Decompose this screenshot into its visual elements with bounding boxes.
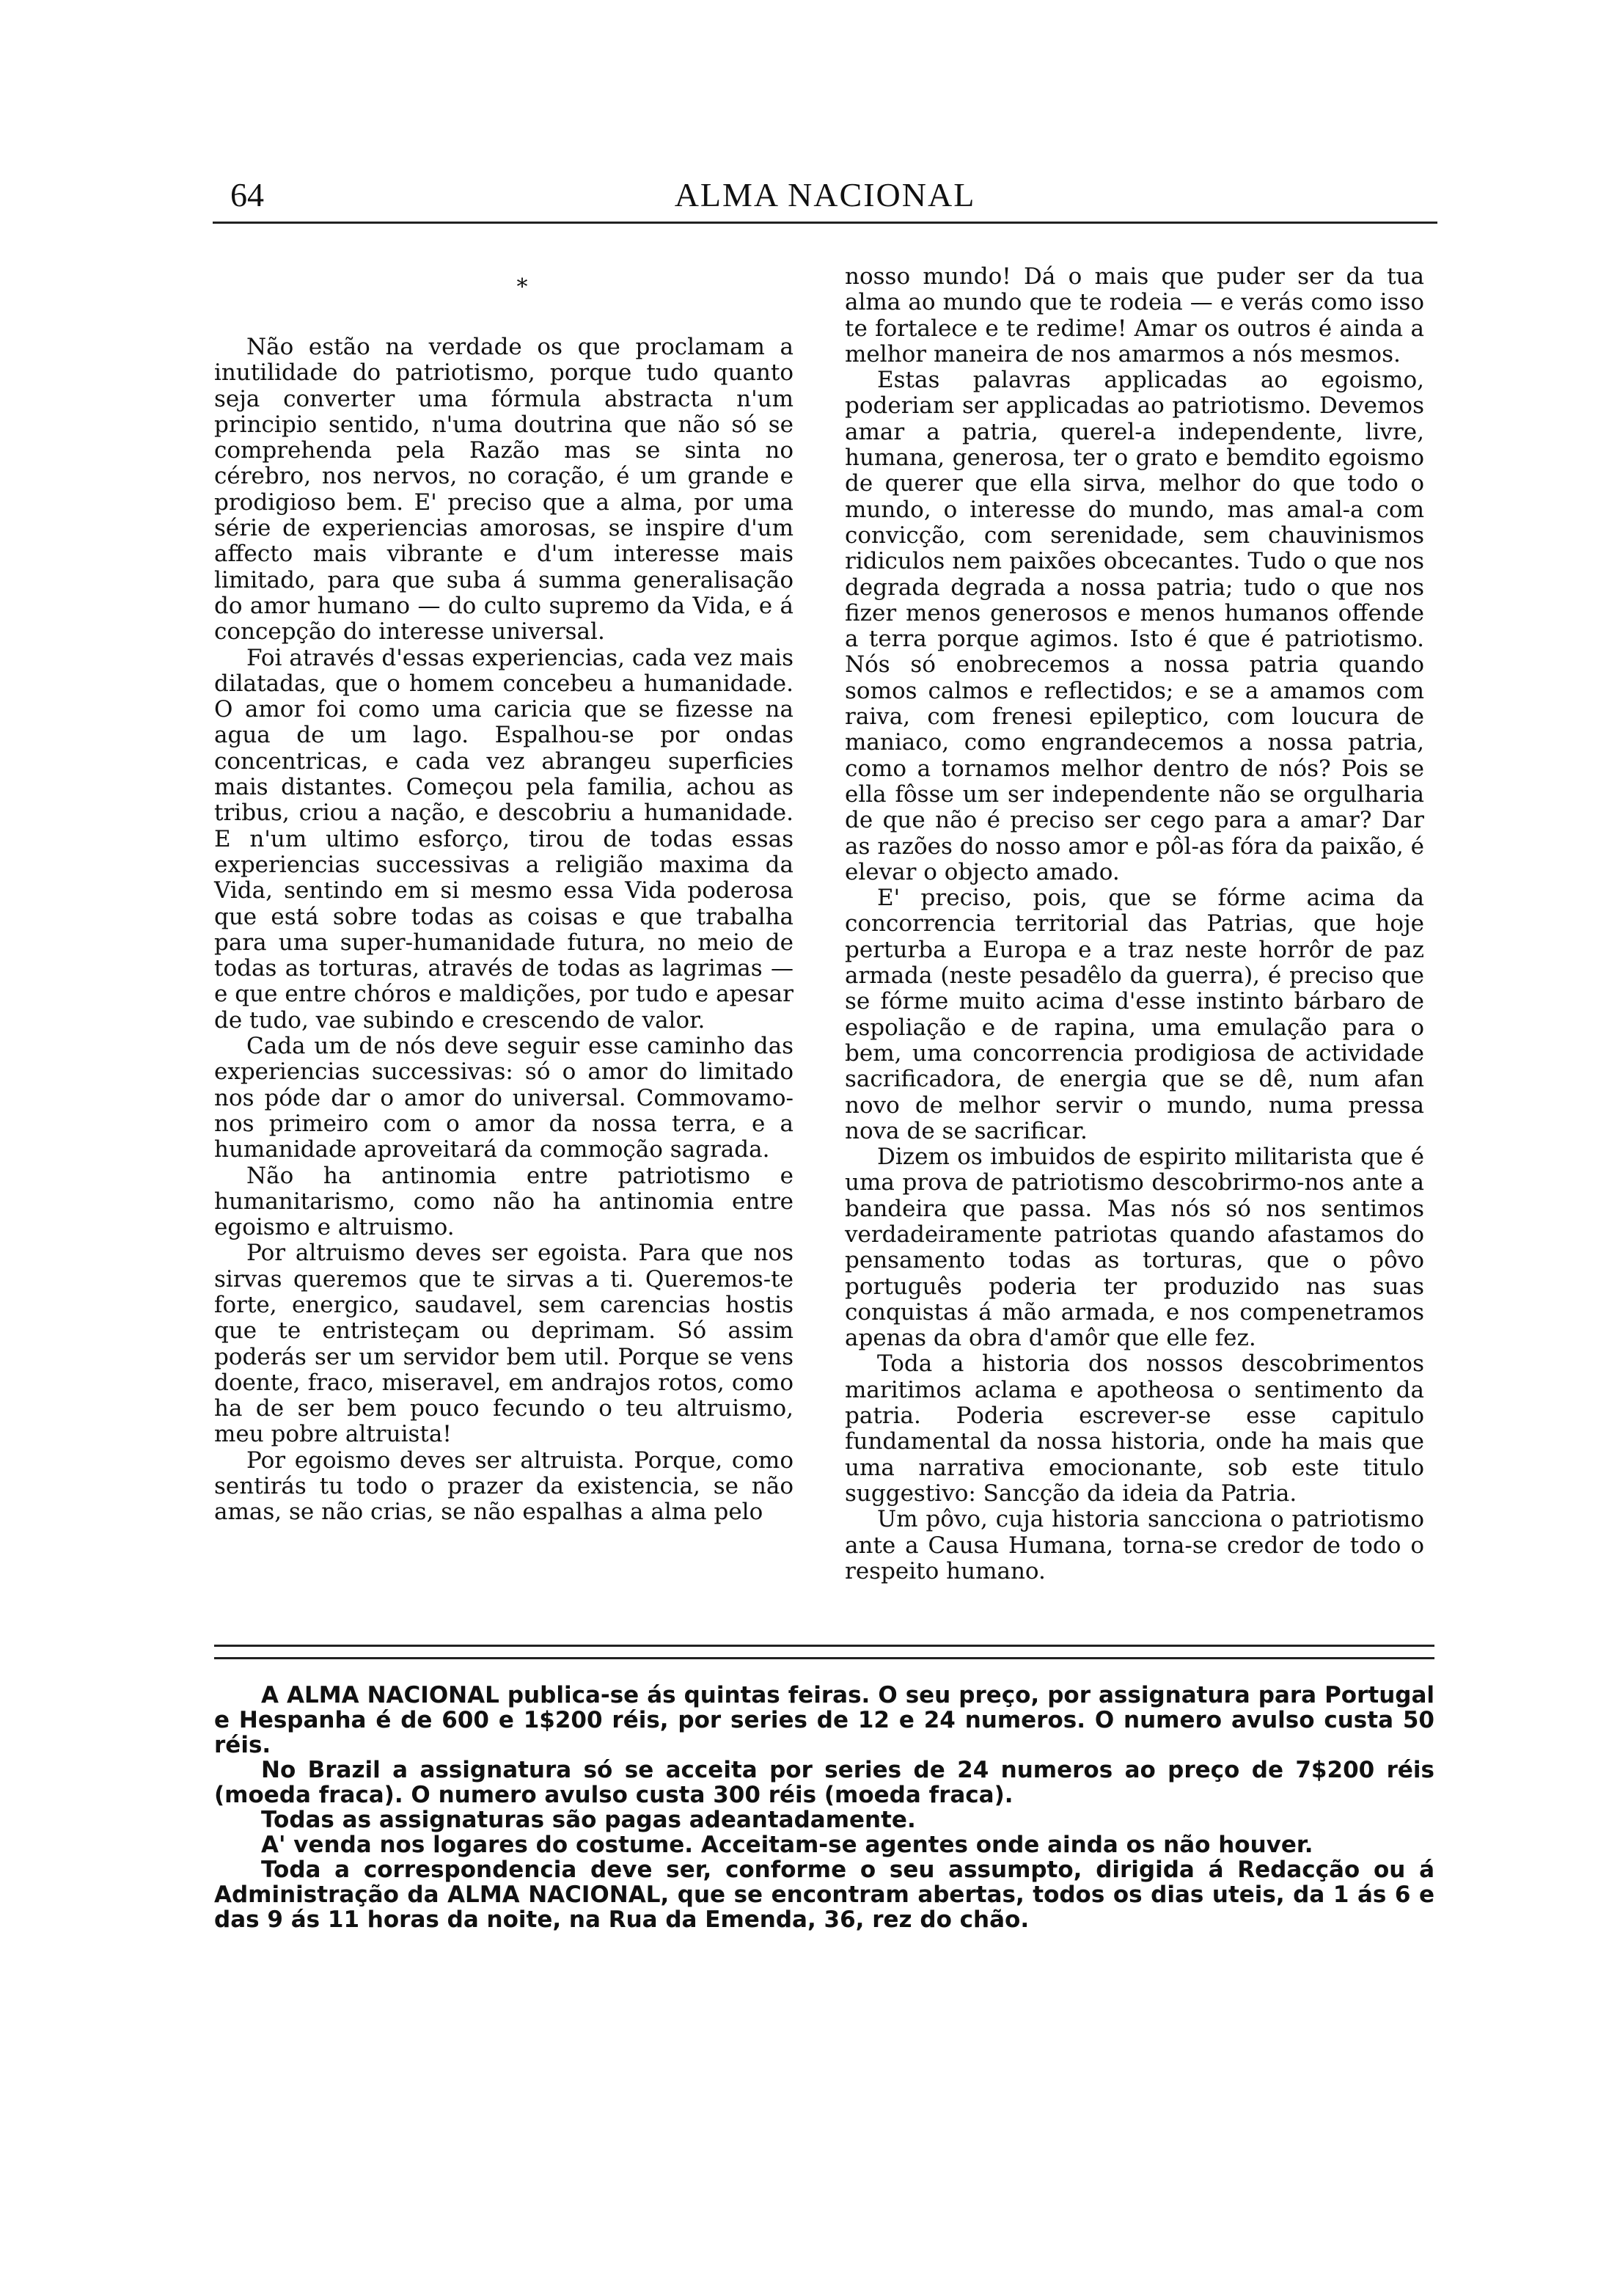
page-number: 64 bbox=[230, 176, 264, 213]
paragraph: Por egoismo deves ser altruista. Porque, como sentirás tu todo o prazer da existencia, se não amas, se não crias, se não espalhas a alma pelo bbox=[214, 1447, 793, 1526]
publication-notice bbox=[214, 1683, 1434, 1932]
page-header bbox=[213, 170, 1437, 229]
notice-paragraph: Toda a correspondencia deve ser, conforme o seu assumpto, dirigida á Redacção ou á Administração da ALMA NACIONAL, que se encontram abertas, todos os dias uteis, da 1 ás 6 e das 9 ás 11 horas da noite, na Rua da Emenda, 36, rez do chão. bbox=[214, 1857, 1434, 1933]
notice-paragraph: A ALMA NACIONAL publica-se ás quintas feiras. O seu preço, por assignatura para Portugal e Hespanha é de 600 e 1$200 réis, por series de 12 e 24 numeros. O numero avulso custa 50 réis. bbox=[214, 1682, 1434, 1758]
footer-double-rule bbox=[214, 1645, 1434, 1659]
header-rule bbox=[213, 222, 1437, 224]
paragraph: Por altruismo deves ser egoista. Para que nos sirvas queremos que te sirvas a ti. Queremos-te forte, energico, saudavel, sem carencias hostis que te entristeçam ou deprimam. Só assim poderás ser um servidor bem util. Porque se vens doente, fraco, miseravel, em andrajos rotos, como ha de ser bem pouco fecundo o teu altruismo, meu pobre altruista! bbox=[214, 1240, 793, 1448]
paragraph: Foi através d'essas experiencias, cada vez mais dilatadas, que o homem concebeu a humanidade. O amor foi como uma caricia que se fizesse na agua de um lago. Espalhou-se por ondas concentricas, e cada vez abrangeu superficies mais distantes. Começou pela familia, achou as tribus, criou a nação, e descobriu a humanidade. E n'um ultimo esforço, tirou de todas essas experiencias successivas a religião maxima da Vida, sentindo em si mesmo essa Vida poderosa que está sobre todas as coisas e que trabalha para uma super-humanidade futura, no meio de todas as torturas, através de todas as lagrimas — e que entre chóros e maldições, por tudo e apesar de tudo, vae subindo e crescendo de valor. bbox=[214, 644, 793, 1034]
left-column bbox=[214, 266, 793, 1526]
notice-paragraph: No Brazil a assignatura só se acceita por series de 24 numeros ao preço de 7$200 réis (moeda fraca). O numero avulso custa 300 réis (moeda fraca). bbox=[214, 1757, 1434, 1808]
notice-paragraph: Todas as assignaturas são pagas adeantadamente. bbox=[261, 1807, 916, 1833]
paragraph: Não estão na verdade os que proclamam a inutilidade do patriotismo, porque tudo quanto seja converter uma fórmula abstracta n'um principio sentido, n'uma doutrina que não só se comprehenda pela Razão mas se sinta no cérebro, nos nervos, no coração, é um grande e prodigioso bem. E' preciso que a alma, por uma série de experiencias amorosas, se inspire d'um affecto mais vibrante e d'um interesse mais limitado, para que suba á summa generalisação do amor humano — do culto supremo da Vida, e á concepção do interesse universal. bbox=[214, 334, 793, 646]
paragraph-continued: nosso mundo! Dá o mais que puder ser da tua alma ao mundo que te rodeia — e verás como isso te fortalece e te redime! Amar os outros é ainda a melhor maneira de nos amarmos a nós mesmos. bbox=[845, 263, 1424, 368]
paragraph: Estas palavras applicadas ao egoismo, poderiam ser applicadas ao patriotismo. Devemos amar a patria, querel-a independente, livre, humana, generosa, ter o grato e bemdito egoismo de querer que ella sirva, melhor do que todo o mundo, o interesse do mundo, mas amal-a com convicção, com serenidade, sem chauvinismos ridiculos nem paixões obcecantes. Tudo o que nos degrada degrada a nossa patria; tudo o que nos fizer menos generosos e menos humanos offende a terra porque agimos. Isto é que é patriotismo. Nós só enobrecemos a nossa patria quando somos calmos e reflectidos; e se a amamos com raiva, com frenesi epileptico, com loucura de maniaco, como engrandecemos a nossa patria, como a tornamos melhor dentro de nós? Pois se ella fôsse um ser independente não se orgulharia de que não é preciso ser cego para a amar? Dar as razões do nosso amor e pôl-as fóra da paixão, é elevar o objecto amado. bbox=[845, 367, 1424, 885]
paragraph: Cada um de nós deve seguir esse caminho das experiencias successivas: só o amor do limitado nos póde dar o amor do universal. Commovamo-nos primeiro com o amor da nossa terra, e a humanidade aproveitará da commoção sagrada. bbox=[214, 1033, 793, 1163]
paragraph: Dizem os imbuidos de espirito militarista que é uma prova de patriotismo descobrirmo-nos ante a bandeira que passa. Mas nós só nos sentimos verdadeiramente patriotas quando afastamos do pensamento todas as torturas, que o pôvo português poderia ter produzido nas suas conquistas á mão armada, e nos compenetramos apenas da obra d'amôr que elle fez. bbox=[845, 1144, 1424, 1352]
paragraph: Um pôvo, cuja historia sancciona o patriotismo ante a Causa Humana, torna-se credor de todo o respeito humano. bbox=[845, 1506, 1424, 1584]
paragraph: E' preciso, pois, que se fórme acima da concorrencia territorial das Patrias, que hoje perturba a Europa e a traz neste horrôr de paz armada (neste pesadêlo da guerra), é preciso que se fórme muito acima d'esse instinto bárbaro de espoliação e de rapina, uma emulação para o bem, uma concorrencia prodigiosa de actividade sacrificadora, de energia que se dê, num afan novo de melhor servir o mundo, numa pressa nova de se sacrificar. bbox=[845, 885, 1424, 1144]
paragraph: Não ha antinomia entre patriotismo e humanitarismo, como não ha antinomia entre egoismo e altruismo. bbox=[214, 1162, 793, 1241]
running-title: ALMA NACIONAL bbox=[674, 176, 976, 213]
paragraph: Toda a historia dos nossos descobrimentos maritimos aclama e apotheosa o sentimento da patria. Poderia escrever-se esse capitulo fundamental da nossa historia, onde ha mais que uma narrativa emocionante, sob este titulo suggestivo: Sancção da ideia da Patria. bbox=[845, 1350, 1424, 1507]
right-column bbox=[845, 264, 1424, 1584]
notice-paragraph: A' venda nos logares do costume. Acceitam-se agentes onde ainda os não houver. bbox=[261, 1832, 1313, 1858]
section-separator: * bbox=[516, 274, 528, 300]
